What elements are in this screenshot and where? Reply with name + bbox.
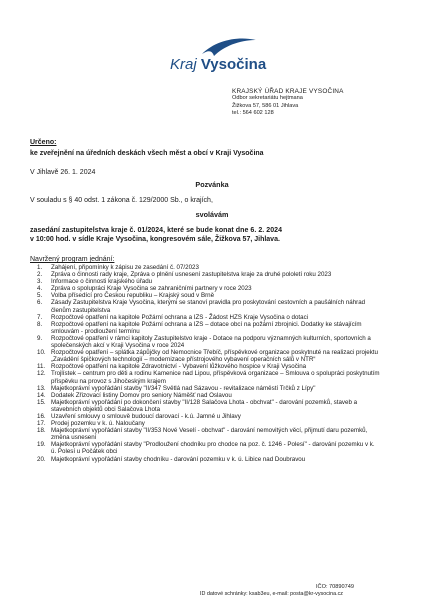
invitation-heading: Pozvánka (195, 180, 229, 189)
agenda-item-number: 20. (37, 455, 46, 463)
office-department: Odbor sekretariátu hejtmana (232, 95, 303, 102)
agenda-item-text: Prodej pozemku v k. ú. Naloučany (51, 420, 145, 428)
agenda-item (30, 420, 380, 427)
agenda-item-number: 17. (37, 420, 46, 428)
logo-swoosh (202, 39, 256, 56)
session-info-line2: v 10:00 hod. v sídle Kraje Vysočina, kongresovém sále, Žižkova 57, Jihlava. (30, 236, 280, 243)
agenda-item-text: Dodatek Zřizovací listiny Domov pro seniory Náměšť nad Oslavou (51, 391, 232, 399)
agenda-item-text: Majetkoprávní vypořádání stavby chodníku - darování pozemku v k. ú. Libice nad Doubravou (51, 455, 306, 463)
urceno-label: Určeno: (30, 139, 57, 146)
agenda-item-number: 2. (37, 271, 43, 279)
office-header (232, 88, 344, 118)
agenda-item (30, 363, 380, 370)
document-date: V Jihlavě 26. 1. 2024 (30, 169, 96, 176)
agenda-item-number: 10. (37, 349, 46, 357)
agenda-item-number: 1. (37, 264, 43, 271)
office-address: Žižkova 57, 586 01 Jihlava (232, 102, 299, 109)
svolavam-heading: svolávám (195, 210, 229, 219)
logo-kraj: Kraj (170, 56, 197, 73)
agenda-item-number: 16. (37, 412, 46, 420)
agenda-item-text: Rozpočtové opatření – splátka zápůjčky od Nemocnice Třebíč, příspěvkové organizace poskytnuté na realizaci projektu „Zavádění špičkových technologií – modernizace přístrojového vybavení operačních sálů v NTR“ (51, 349, 378, 364)
agenda-item (30, 264, 380, 271)
agenda-item-text: Majetkoprávní vypořádání stavby "II/353 Nové Veselí - obchvat" - darování nemovitých věcí, přijmutí daru pozemků, změna usnesení (51, 427, 368, 442)
legal-basis: V souladu s § 40 odst. 1 zákona č. 129/2000 Sb., o krajích, (30, 197, 213, 204)
agenda-item-text: Uzavření smlouvy o smlouvě budoucí darovací - k.ú. Jamné u Jihlavy (51, 412, 241, 420)
logo-wordmark (170, 56, 266, 73)
agenda-item-number: 15. (37, 398, 46, 406)
agenda-item-number: 11. (37, 363, 46, 371)
agenda-item-number: 6. (37, 299, 43, 307)
agenda-item-text: Zpráva o spolupráci Kraje Vysočina se zahraničními partnery v roce 2023 (51, 285, 252, 293)
logo-vysocina: Vysočina (200, 56, 267, 73)
agenda-item-text: Trojlístek – centrum pro děti a rodinu Kamenice nad Lipou, příspěvková organizace – Smlouva o spolupráci poskytnutím příspěvku na provoz s Jihočeským krajem (51, 370, 380, 385)
agenda-item-text: Rozpočtové opatření v rámci kapitoly Zastupitelstvo kraje - Dotace na podporu významných kulturních, sportovních a společenských akcí v Kraji Vysočina v roce 2024 (51, 334, 371, 350)
agenda-list (30, 264, 380, 463)
agenda-item (30, 335, 380, 349)
agenda-item (30, 385, 380, 392)
agenda-item-number: 3. (37, 278, 43, 286)
urceno-text: ke zveřejnění na úředních deskách všech měst a obcí v Kraji Vysočina (30, 150, 264, 157)
agenda-item-number: 7. (37, 313, 43, 321)
agenda-item (30, 456, 380, 463)
agenda-item (30, 271, 380, 278)
agenda-item (30, 292, 380, 299)
agenda-item (30, 349, 380, 363)
agenda-item (30, 299, 380, 313)
agenda-item (30, 427, 380, 441)
program-label: Navržený program jednání: (30, 256, 115, 263)
agenda-item (30, 413, 380, 420)
agenda-item (30, 392, 380, 399)
agenda-item-text: Zahájení, připomínky k zápisu ze zasedání č. 07/2023 (51, 264, 199, 271)
agenda-item (30, 278, 380, 285)
agenda-item-text: Majetkoprávní vypořádání stavby "Prodloužení chodníku pro chodce na poz. č. 1246 - Polesí" - darování pozemku v k. ú. Polesí u Počátek obci (51, 441, 375, 456)
agenda-item-text: Zpráva o činnosti rady kraje, Zpráva o plnění usnesení zastupitelstva kraje za druhé pololetí roku 2023 (51, 271, 332, 279)
office-phone: tel.: 564 602 128 (232, 110, 274, 117)
agenda-item-text: Rozpočtové opatření na kapitole Požární ochrana a IZS - Žádost HZS Kraje Vysočina o dotaci (51, 313, 309, 321)
agenda-item-number: 18. (37, 427, 46, 435)
agenda-item-text: Majetkoprávní vypořádání stavby "II/347 Světlá nad Sázavou - revitalizace náměstí Trčků z Lípy" (51, 384, 316, 392)
agenda-item-number: 4. (37, 285, 43, 293)
agenda-item (30, 370, 380, 384)
agenda-item-text: Volba přísedící pro Českou republiku – Krajský soud v Brně (51, 292, 215, 300)
agenda-item-number: 9. (37, 334, 43, 342)
agenda-item-number: 5. (37, 292, 43, 300)
agenda-item (30, 399, 380, 413)
agenda-item (30, 314, 380, 321)
agenda-item-text: Zásady Zastupitelstva Kraje Vysočina, kterými se stanoví pravidla pro poskytování cestovních a paušálních náhrad členům zastupitelstva (51, 299, 366, 314)
ico-number: IČO: 70890749 (316, 584, 354, 590)
contact-info: ID datové schránky: ksab3eu, e-mail: posta@kr-vysocina.cz (200, 591, 343, 597)
agenda-item-number: 14. (37, 391, 46, 399)
agenda-item-text: Informace o činnosti krajského úřadu (51, 278, 153, 286)
agenda-item-text: Rozpočtové opatření na kapitole Požární ochrana a IZS – dotace obcí na požární zbrojnici. Dodatky ke stávajícím smlouvám - prodloužení termínu (51, 320, 362, 335)
agenda-item (30, 441, 380, 455)
session-info-line1: zasedání zastupitelstva kraje č. 01/2024, které se bude konat dne 6. 2. 2024 (30, 227, 283, 234)
agenda-item-number: 19. (37, 441, 46, 449)
agenda-item-text: Majetkoprávní vypořádání po dokončení stavby "II/128 Salačova Lhota - obchvat" - darování pozemků, staveb a stavebních objektů obci Salačova Lhota (51, 398, 358, 413)
agenda-item (30, 285, 380, 292)
agenda-item-number: 13. (37, 384, 46, 392)
agenda-item-number: 12. (37, 370, 46, 378)
agenda-item-number: 8. (37, 320, 43, 328)
agenda-item (30, 321, 380, 335)
agenda-item-text: Rozpočtové opatření na kapitole Zdravotnictví - Vybavení lůžkového hospice v Kraji Vysočina (51, 363, 307, 371)
office-name: KRAJSKÝ ÚŘAD KRAJE VYSOČINA (232, 88, 344, 95)
